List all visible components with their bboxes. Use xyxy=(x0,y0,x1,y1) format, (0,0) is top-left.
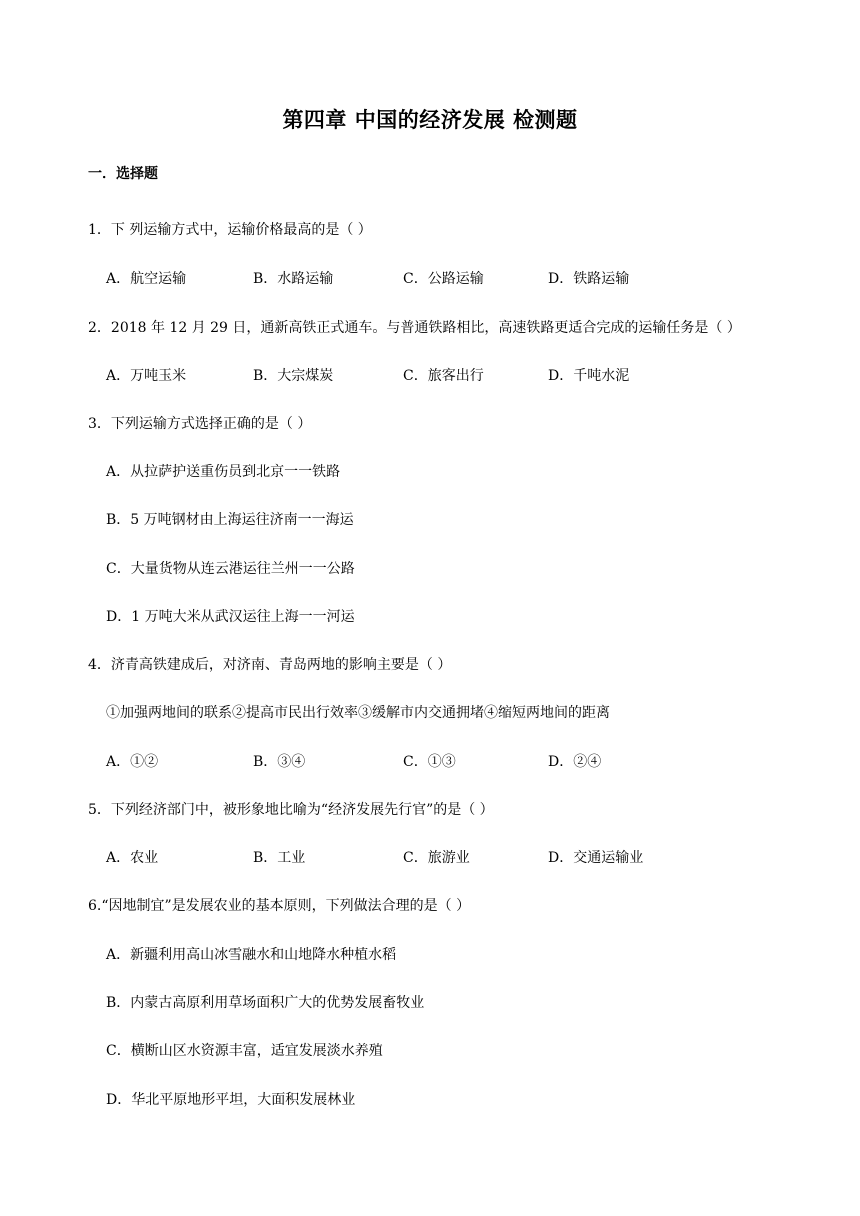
question-4-stem: 4．济青高铁建成后，对济南、青岛两地的影响主要是（ ） xyxy=(88,657,452,673)
question-2-stem: 2．2018 年 12 月 29 日，通新高铁正式通车。与普通铁路相比，高速铁路更适合完成的运输任务是（ ） xyxy=(88,320,741,336)
question-1-option-a: A．航空运输 xyxy=(106,271,187,287)
question-5-option-a: A．农业 xyxy=(106,850,159,866)
question-2-option-a: A．万吨玉米 xyxy=(106,368,187,384)
question-5-option-b: B．工业 xyxy=(253,850,306,866)
question-1-option-b: B．水路运输 xyxy=(253,271,334,287)
question-3-option-a: A．从拉萨护送重伤员到北京一一铁路 xyxy=(106,464,341,480)
question-2-option-c: C．旅客出行 xyxy=(403,368,484,384)
question-1-option-c: C．公路运输 xyxy=(403,271,484,287)
question-3-stem: 3．下列运输方式选择正确的是（ ） xyxy=(88,416,312,432)
question-2-option-b: B．大宗煤炭 xyxy=(253,368,334,384)
question-4-statements: ①加强两地间的联系②提高市民出行效率③缓解市内交通拥堵④缩短两地间的距离 xyxy=(106,705,610,721)
question-3-option-c: C．大量货物从连云港运往兰州一一公路 xyxy=(106,561,355,577)
question-2-option-d: D．千吨水泥 xyxy=(548,368,630,384)
question-6-option-c: C．横断山区水资源丰富，适宜发展淡水养殖 xyxy=(106,1043,383,1059)
section-heading: 一．选择题 xyxy=(88,166,158,182)
question-4-option-c: C．①③ xyxy=(403,754,456,770)
question-1-option-d: D．铁路运输 xyxy=(548,271,630,287)
question-4-option-a: A．①② xyxy=(106,754,159,770)
question-6-option-b: B．内蒙古高原利用草场面积广大的优势发展畜牧业 xyxy=(106,995,425,1011)
question-6-option-d: D．华北平原地形平坦，大面积发展林业 xyxy=(106,1092,356,1108)
question-5-option-d: D．交通运输业 xyxy=(548,850,644,866)
question-1-stem: 1．下 列运输方式中，运输价格最高的是（ ） xyxy=(88,222,372,238)
question-3-option-d: D．1 万吨大米从武汉运往上海一一河运 xyxy=(106,609,355,625)
question-5-option-c: C．旅游业 xyxy=(403,850,470,866)
question-5-stem: 5．下列经济部门中，被形象地比喻为“经济发展先行官”的是（ ） xyxy=(88,802,494,818)
question-4-option-d: D．②④ xyxy=(548,754,602,770)
question-6-option-a: A．新疆利用高山冰雪融水和山地降水种植水稻 xyxy=(106,947,397,963)
document-title: 第四章 中国的经济发展 检测题 xyxy=(282,108,578,132)
question-6-stem: 6.“因地制宜”是发展农业的基本原则，下列做法合理的是（ ） xyxy=(88,898,471,914)
question-3-option-b: B．5 万吨钢材由上海运往济南一一海运 xyxy=(106,512,354,528)
question-4-option-b: B．③④ xyxy=(253,754,306,770)
